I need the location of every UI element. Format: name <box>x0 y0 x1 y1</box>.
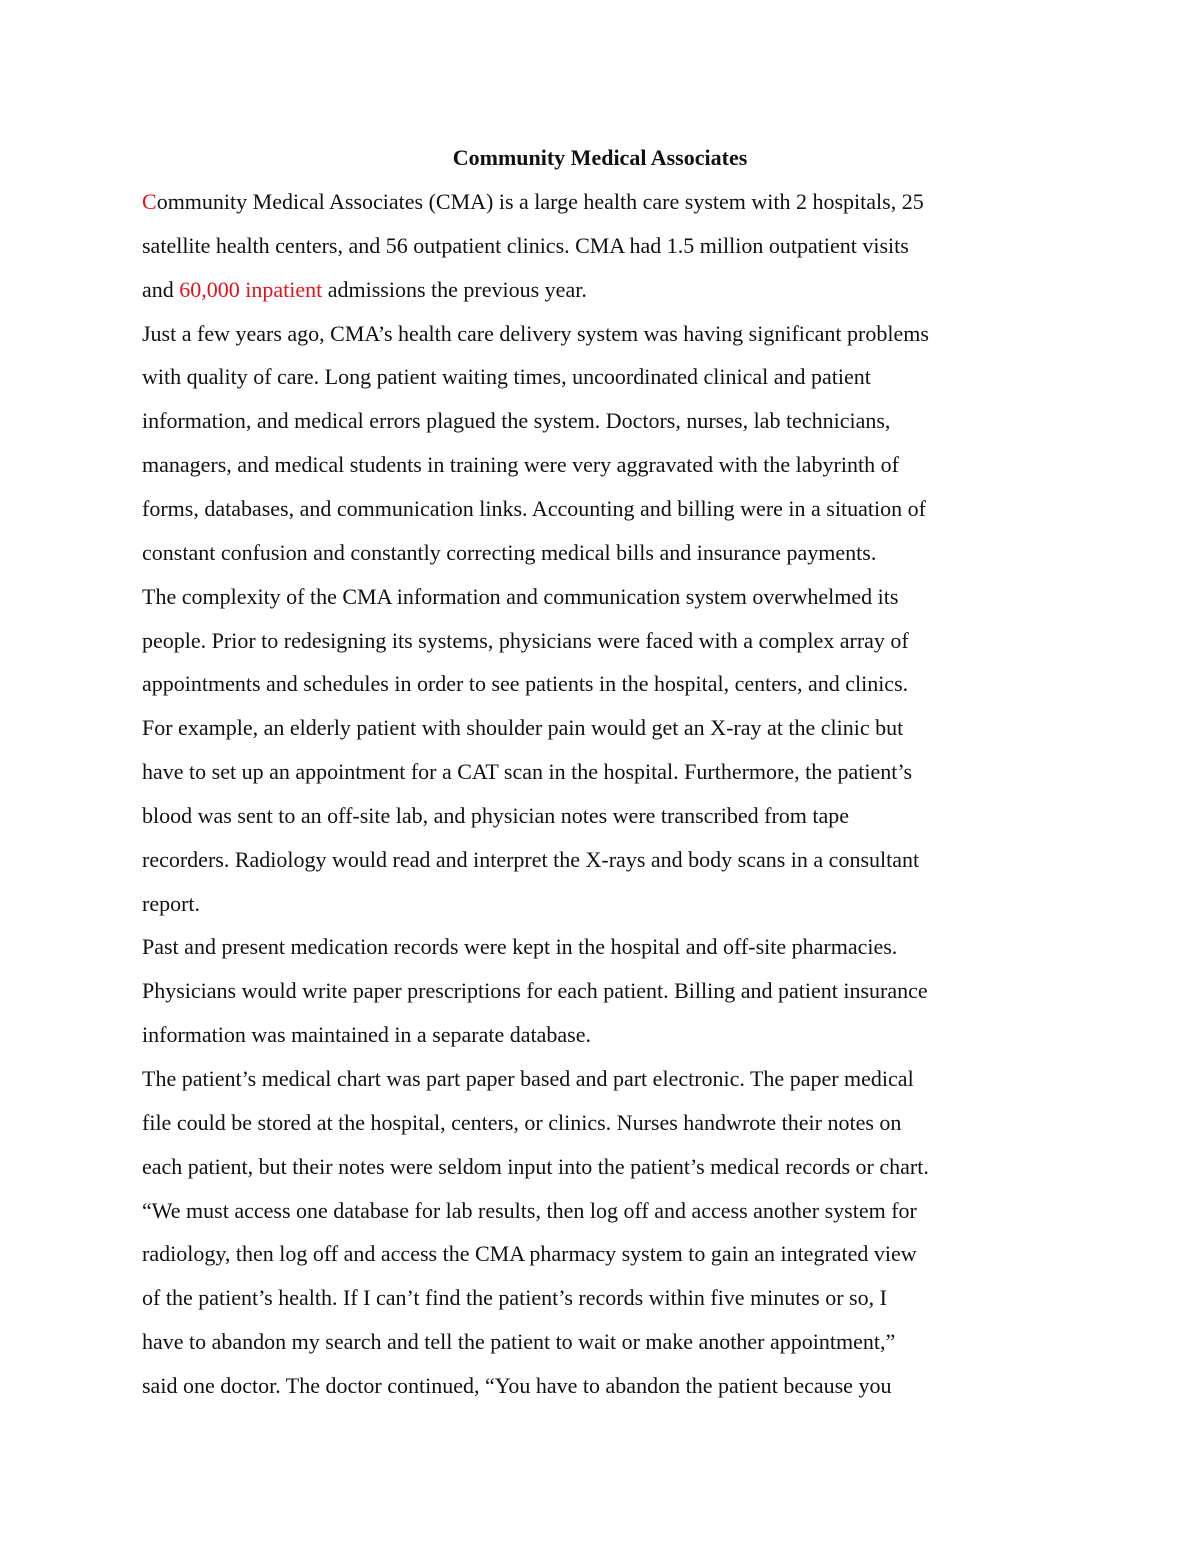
text-segment: managers, and medical students in training were very aggravated with the labyrinth of <box>142 452 899 478</box>
text-line <box>142 580 1102 614</box>
text-segment: people. Prior to redesigning its systems, physicians were faced with a complex array of <box>142 627 909 653</box>
text-segment: of the patient’s health. If I can’t find the patient’s records within five minutes or so, I <box>142 1285 887 1311</box>
text-line <box>142 273 1102 307</box>
text-line <box>142 1062 1102 1096</box>
text-line <box>142 360 1102 394</box>
text-segment: “We must access one database for lab results, then log off and access another system for <box>142 1197 917 1223</box>
text-line <box>142 799 1102 833</box>
highlighted-text: C <box>142 189 157 214</box>
text-segment: radiology, then log off and access the CMA pharmacy system to gain an integrated view <box>142 1241 917 1267</box>
text-line <box>142 843 1102 877</box>
text-segment: Past and present medication records were kept in the hospital and off-site pharmacies. <box>142 934 898 960</box>
text-line <box>142 755 1102 789</box>
text-segment: have to abandon my search and tell the patient to wait or make another appointment,” <box>142 1329 896 1355</box>
text-line <box>142 1150 1102 1184</box>
document-title: Community Medical Associates <box>452 145 748 170</box>
text-segment: file could be stored at the hospital, centers, or clinics. Nurses handwrote their notes on <box>142 1109 902 1135</box>
text-segment: ommunity Medical Associates (CMA) is a large health care system with 2 hospitals, 25 <box>156 189 924 214</box>
text-segment: and <box>142 276 180 302</box>
text-segment: each patient, but their notes were seldom input into the patient’s medical records or chart. <box>142 1153 929 1179</box>
text-segment: For example, an elderly patient with shoulder pain would get an X-ray at the clinic but <box>142 715 904 741</box>
text-line <box>142 229 1102 263</box>
text-line <box>142 448 1102 482</box>
text-line <box>142 1237 1102 1271</box>
text-line <box>142 624 1102 658</box>
text-line <box>142 536 1102 570</box>
text-segment: satellite health centers, and 56 outpatient clinics. CMA had 1.5 million outpatient visits <box>142 232 909 258</box>
text-segment: information, and medical errors plagued the system. Doctors, nurses, lab technicians, <box>142 408 891 434</box>
highlighted-text: 60,000 inpatient <box>179 276 323 302</box>
text-segment: admissions the previous year. <box>322 276 587 302</box>
text-line <box>142 930 1102 964</box>
text-segment: report. <box>142 890 201 916</box>
text-line <box>142 185 1102 219</box>
text-line <box>142 1281 1102 1315</box>
text-line <box>142 317 1102 351</box>
text-line <box>142 1194 1102 1228</box>
text-line <box>142 887 1102 921</box>
text-line <box>142 492 1102 526</box>
text-segment: recorders. Radiology would read and interpret the X-rays and body scans in a consultant <box>142 846 920 872</box>
text-segment: said one doctor. The doctor continued, “You have to abandon the patient because you <box>142 1372 892 1398</box>
text-segment: information was maintained in a separate database. <box>142 1022 591 1048</box>
text-segment: forms, databases, and communication links. Accounting and billing were in a situation of <box>142 495 926 521</box>
text-line <box>142 711 1102 745</box>
text-line <box>142 1106 1102 1140</box>
text-segment: constant confusion and constantly correcting medical bills and insurance payments. <box>142 539 877 565</box>
text-segment: blood was sent to an off-site lab, and physician notes were transcribed from tape <box>142 802 850 828</box>
text-segment: Physicians would write paper prescriptions for each patient. Billing and patient insurance <box>142 978 928 1004</box>
text-segment: with quality of care. Long patient waiting times, uncoordinated clinical and patient <box>142 364 871 390</box>
text-line <box>142 1018 1102 1052</box>
text-line <box>142 404 1102 438</box>
text-line <box>142 1325 1102 1359</box>
text-segment: appointments and schedules in order to see patients in the hospital, centers, and clinics. <box>142 671 909 697</box>
text-segment: The complexity of the CMA information and communication system overwhelmed its <box>142 583 899 609</box>
text-segment: have to set up an appointment for a CAT scan in the hospital. Furthermore, the patient’s <box>142 759 913 785</box>
text-line <box>142 974 1102 1008</box>
text-line <box>142 1369 1102 1403</box>
text-segment: Just a few years ago, CMA’s health care delivery system was having significant problems <box>142 320 929 346</box>
text-line <box>142 667 1102 701</box>
text-segment: The patient’s medical chart was part paper based and part electronic. The paper medical <box>142 1066 914 1091</box>
